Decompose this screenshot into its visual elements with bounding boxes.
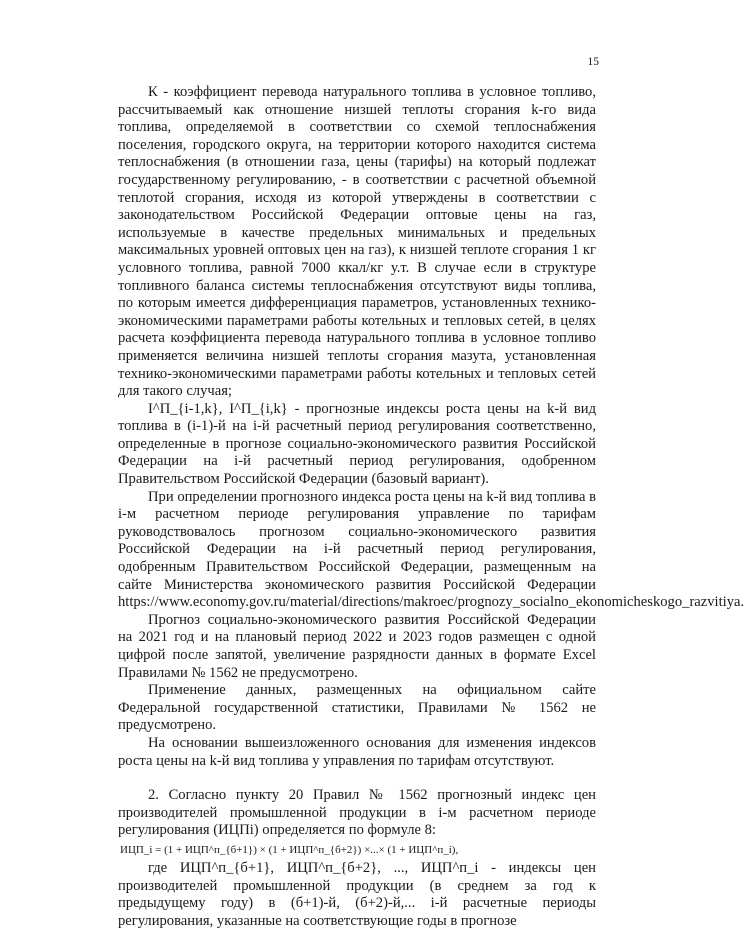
paragraph-formula-legend: где ИЦП^п_{б+1}, ИЦП^п_{б+2}, ..., ИЦП^п_i - индексы цен производителей промышленной продукции (в среднем за год к предыдущему году) в (б+1)-й, (б+2)-й,... i-й расчетные периоды регулирования, указанные на соответствующие годы в прогнозе bbox=[118, 859, 596, 929]
page-number: 15 bbox=[587, 56, 599, 68]
paragraph-forecast-precision: Прогноз социально-экономического развития Российской Федерации на 2021 год и на плановый период 2022 и 2023 годов размещен с одной цифрой после запятой, увеличение разрядности данных в формате Excel Правилами № 1562 не предусмотрено. bbox=[118, 611, 596, 681]
paragraph-point-2: 2. Согласно пункту 20 Правил № 1562 прогнозный индекс цен производителей промышленной продукции в i-м расчетном периоде регулирования (ИЦПi) определяется по формуле 8: bbox=[118, 787, 596, 839]
paragraph-statistics-site: Применение данных, размещенных на официальном сайте Федеральной государственной статистики, Правилами № 1562 не предусмотрено. bbox=[118, 682, 596, 734]
formula-8: ИЦП_i = (1 + ИЦП^п_{б+1}) × (1 + ИЦП^п_{б+2}) ×...× (1 + ИЦП^п_i), bbox=[120, 843, 459, 856]
paragraph-forecast-source: При определении прогнозного индекса роста цены на k-й вид топлива в i-м расчетном периоде регулирования управление по тарифам руководствовалось прогнозом социально-экономического развития Российской Федерации на i-й расчетный период регулирования, одобренным Правительством Российской Федерации, размещенным на сайте Министерства экономического развития Российской Федерации https://www.economy.gov.ru/material/directions/makroec/prognozy_socialno_ekonomicheskogo_razvitiya. bbox=[118, 488, 744, 611]
paragraph-coefficient-k: К - коэффициент перевода натурального топлива в условное топливо, рассчитываемый как отношение низшей теплоты сгорания k-го вида топлива, определяемой в соответствии со схемой теплоснабжения поселения, городского округа, на территории которого находится система теплоснабжения (в отношении газа, цены (тарифы) на который подлежат государственному регулированию, - в соответствии с расчетной объемной теплотой сгорания, исходя из которой утверждены в соответствии с законодательством Российской Федерации оптовые цены на газ, используемые в качестве предельных минимальных и предельных максимальных уровней оптовых цен на газ), к низшей теплоте сгорания 1 кг условного топлива, равной 7000 ккал/кг у.т. В случае если в структуре топливного баланса системы теплоснабжения отсутствуют виды топлива, по которым имеется дифференциация параметров, установленных технико-экономическими параметрами работы котельных и тепловых сетей, в целях расчета коэффициента перевода натурального топлива в условное топливо применяется величина низшей теплоты сгорания мазута, установленная технико-экономическими параметрами работы котельных и тепловых сетей для такого случая; bbox=[118, 84, 596, 400]
paragraph-price-indices: I^П_{i-1,k}, I^П_{i,k} - прогнозные индексы роста цены на k-й вид топлива в (i-1)-й на i-й расчетный период регулирования соответственно, определенные в прогнозе социально-экономического развития Российской Федерации на i-й расчетный период регулирования, одобренном Правительством Российской Федерации (базовый вариант). bbox=[118, 400, 596, 488]
document-body bbox=[118, 84, 744, 930]
paragraph-conclusion: На основании вышеизложенного основания для изменения индексов роста цены на k-й вид топлива у управления по тарифам отсутствуют. bbox=[118, 734, 596, 769]
